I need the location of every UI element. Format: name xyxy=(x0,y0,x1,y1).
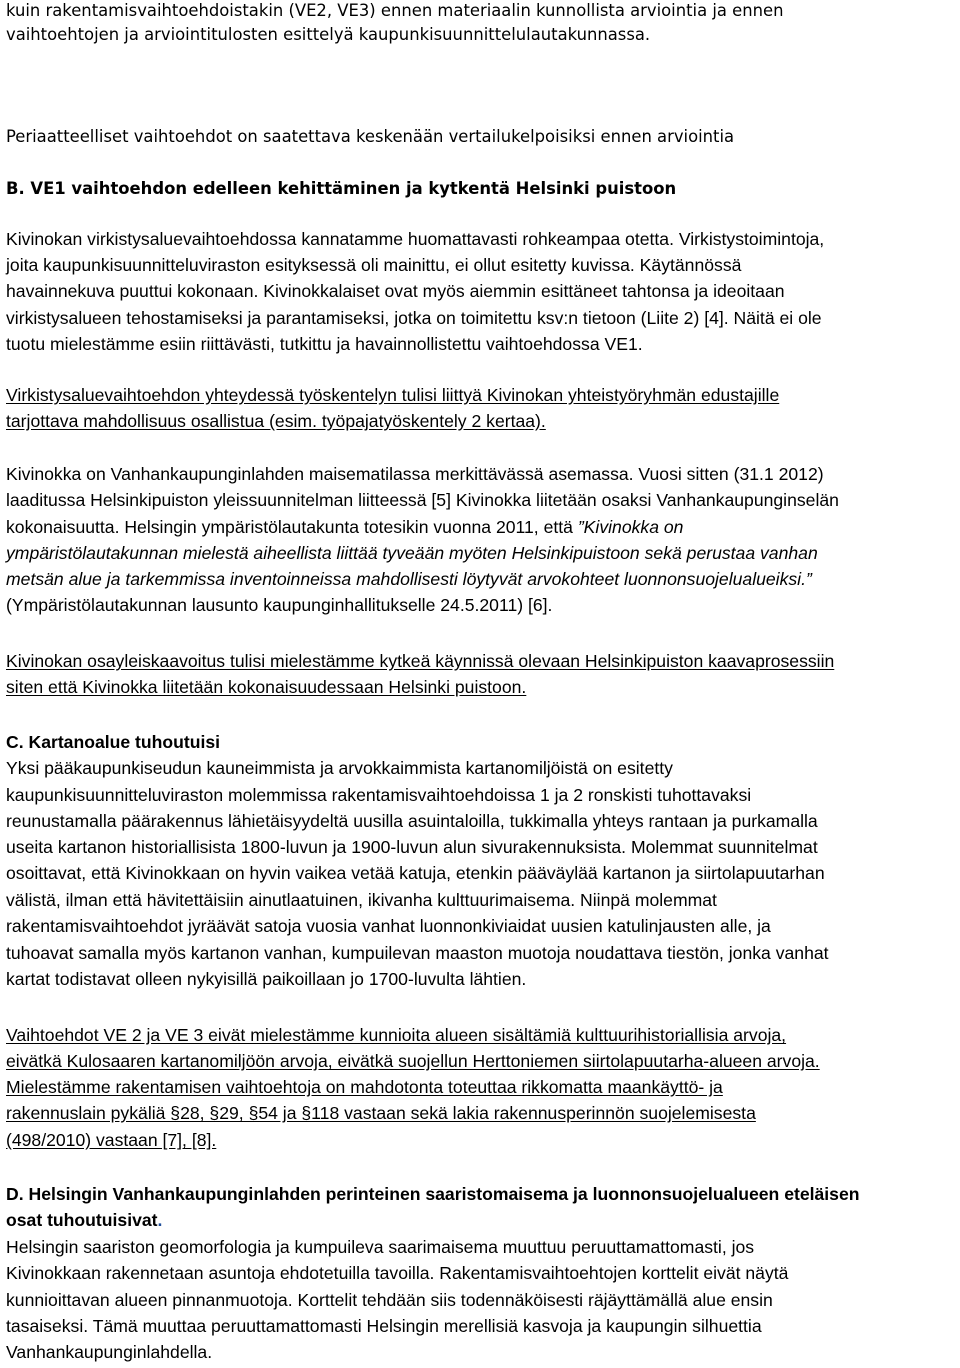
section-b-heading: B. VE1 vaihtoehdon edelleen kehittäminen ja kytkentä Helsinki puistoon xyxy=(6,179,677,198)
paragraph-line xyxy=(6,516,683,538)
paragraph-line: osoittavat, että Kivinokkaan on hyvin vaikea vetää katuja, etenkin pääväylää kartanon ja siirtolapuutarhan xyxy=(6,863,825,883)
underlined-proposal: siten että Kivinokka liitetään kokonaisuudessaan Helsinki puistoon. xyxy=(6,677,527,697)
paragraph-line: välistä, ilman että hävitettäisiin ainutlaatuinen, ikivanha kulttuurimaisema. Niinpä molemmat xyxy=(6,890,717,910)
quote-line: metsän alue ja tarkemmissa inventoinneissa mahdollisesti löytyvät arvokohteet luonnonsuojelualueiksi.” xyxy=(6,569,812,589)
underlined-proposal: Vaihtoehdot VE 2 ja VE 3 eivät mielestämme kunnioita alueen sisältämiä kulttuurihistoriallisia arvoja, xyxy=(6,1025,787,1045)
paragraph-line: tasaiseksi. Tämä muuttaa peruuttamattomasti Helsingin merellisiä kasvoja ja kaupungin silhuettia xyxy=(6,1316,762,1336)
paragraph-line: joita kaupunkisuunnitteluviraston esityksessä oli mainittu, ei ollut esitetty kuvissa. Käytännössä xyxy=(6,255,742,275)
underlined-proposal: Kivinokan osayleiskaavoitus tulisi mielestämme kytkeä käynnissä olevaan Helsinkipuiston kaavaprosessiin xyxy=(6,651,835,671)
underlined-proposal: Virkistysaluevaihtoehdon yhteydessä työskentelyn tulisi liittyä Kivinokan yhteistyöryhmän edustajille xyxy=(6,385,780,405)
paragraph-line: laaditussa Helsinkipuiston yleissuunnitelman liitteessä [5] Kivinokka liitetään osaksi Vanhankaupunginselän xyxy=(6,490,839,510)
paragraph-line: kaupunkisuunnitteluviraston molemmissa rakentamisvaihtoehdoissa 1 ja 2 ronskisti tuhottavaksi xyxy=(6,785,752,805)
paragraph-line: tuotu mielestämme esiin riittävästi, tutkittu ja havainnollistettu vaihtoehdossa VE1. xyxy=(6,334,643,354)
paragraph-text: kokonaisuutta. Helsingin ympäristölautakunta totesikin vuonna 2011, että xyxy=(6,517,578,537)
quote-line: ympäristölautakunnan mielestä aiheellista liittää tyveään myöten Helsinkipuistoon sekä perustaa vanhan xyxy=(6,543,818,563)
paragraph-line: Helsingin saariston geomorfologia ja kumpuileva saarimaisema muuttuu peruuttamattomasti, jos xyxy=(6,1237,755,1257)
paragraph-line: virkistysalueen tehostamiseksi ja parantamiseksi, jotka on toimitettu ksv:n tietoon (Liite 2) [4]. Näitä ei ole xyxy=(6,308,822,328)
quote-text: ”Kivinokka on xyxy=(577,517,684,537)
intro-line: vaihtoehtojen ja arviointitulosten esittelyä kaupunkisuunnittelulautakunnassa. xyxy=(6,25,651,44)
section-c-heading: C. Kartanoalue tuhoutuisi xyxy=(6,732,221,752)
section-d-heading: D. Helsingin Vanhankaupunginlahden perinteinen saaristomaisema ja luonnonsuojelualueen eteläisen xyxy=(6,1184,860,1204)
paragraph-line: rakentamisvaihtoehdot jyräävät satoja vuosia vanhat luonnonkiviaidat uusien katulinjausten alle, ja xyxy=(6,916,771,936)
paragraph-line: kartat todistavat olleen nykyisillä paikoillaan jo 1700-luvulta lähtien. xyxy=(6,969,527,989)
paragraph-line: Kivinokkaan rakennetaan asuntoja ehdotetuilla tavoilla. Rakentamisvaihtoehtojen korttelit eivät näytä xyxy=(6,1263,789,1283)
heading-period: . xyxy=(157,1210,163,1230)
underlined-proposal: rakennuslain pykäliä §28, §29, §54 ja §118 vastaan sekä lakia rakennusperinnön suojelemisesta xyxy=(6,1103,756,1123)
paragraph-line: havainnekuva puuttui kokonaan. Kivinokkalaiset ovat myös aiemmin esittäneet tahtonsa ja ideoitaan xyxy=(6,281,785,301)
paragraph-line: reunustamalla päärakennus lähietäisyydeltä uusilla asuintaloilla, tukkimalla yhteys rantaan ja purkamalla xyxy=(6,811,818,831)
paragraph-line: Kivinokka on Vanhankaupunginlahden maisematilassa merkittävässä asemassa. Vuosi sitten (31.1 2012) xyxy=(6,464,824,484)
underlined-proposal: (498/2010) vastaan [7], [8]. xyxy=(6,1130,217,1150)
paragraph-line: Vanhankaupunginlahdella. xyxy=(6,1342,213,1362)
heading-text: osat tuhoutuisivat xyxy=(6,1210,158,1230)
underlined-proposal: Mielestämme rakentamisen vaihtoehtoja on mahdotonta toteuttaa rikkomatta maankäyttö- ja xyxy=(6,1077,723,1097)
paragraph-line: Yksi pääkaupunkiseudun kauneimmista ja arvokkaimmista kartanomiljöistä on esitetty xyxy=(6,758,673,778)
section-d-heading xyxy=(6,1209,162,1231)
intro-line: kuin rakentamisvaihtoehdoistakin (VE2, VE3) ennen materiaalin kunnollista arviointia ja ennen xyxy=(6,1,784,20)
paragraph-line: kunnioittavan alueen pinnanmuotoja. Korttelit tehdään siis todennäköisesti räjäyttämällä alue ensin xyxy=(6,1290,773,1310)
paragraph-line: Kivinokan virkistysaluevaihtoehdossa kannatamme huomattavasti rohkeampaa otetta. Virkistystoimintoja, xyxy=(6,229,825,249)
principle-statement: Periaatteelliset vaihtoehdot on saatettava keskenään vertailukelpoisiksi ennen arviointia xyxy=(6,127,735,146)
underlined-proposal: tarjottava mahdollisuus osallistua (esim. työpajatyöskentely 2 kertaa). xyxy=(6,411,546,431)
underlined-proposal: eivätkä Kulosaaren kartanomiljöön arvoja, eivätkä suojellun Herttoniemen siirtolapuutarha-alueen arvoja. xyxy=(6,1051,820,1071)
citation-line: (Ympäristölautakunnan lausunto kaupunginhallitukselle 24.5.2011) [6]. xyxy=(6,595,553,615)
paragraph-line: useita kartanon historiallisista 1800-luvun ja 1900-luvun alun sivurakennuksista. Molemmat suunnitelmat xyxy=(6,837,818,857)
paragraph-line: tuhoavat samalla myös kartanon vanhan, kumpuilevan maaston muotoja noudattava tiestön, jonka vanhat xyxy=(6,943,829,963)
